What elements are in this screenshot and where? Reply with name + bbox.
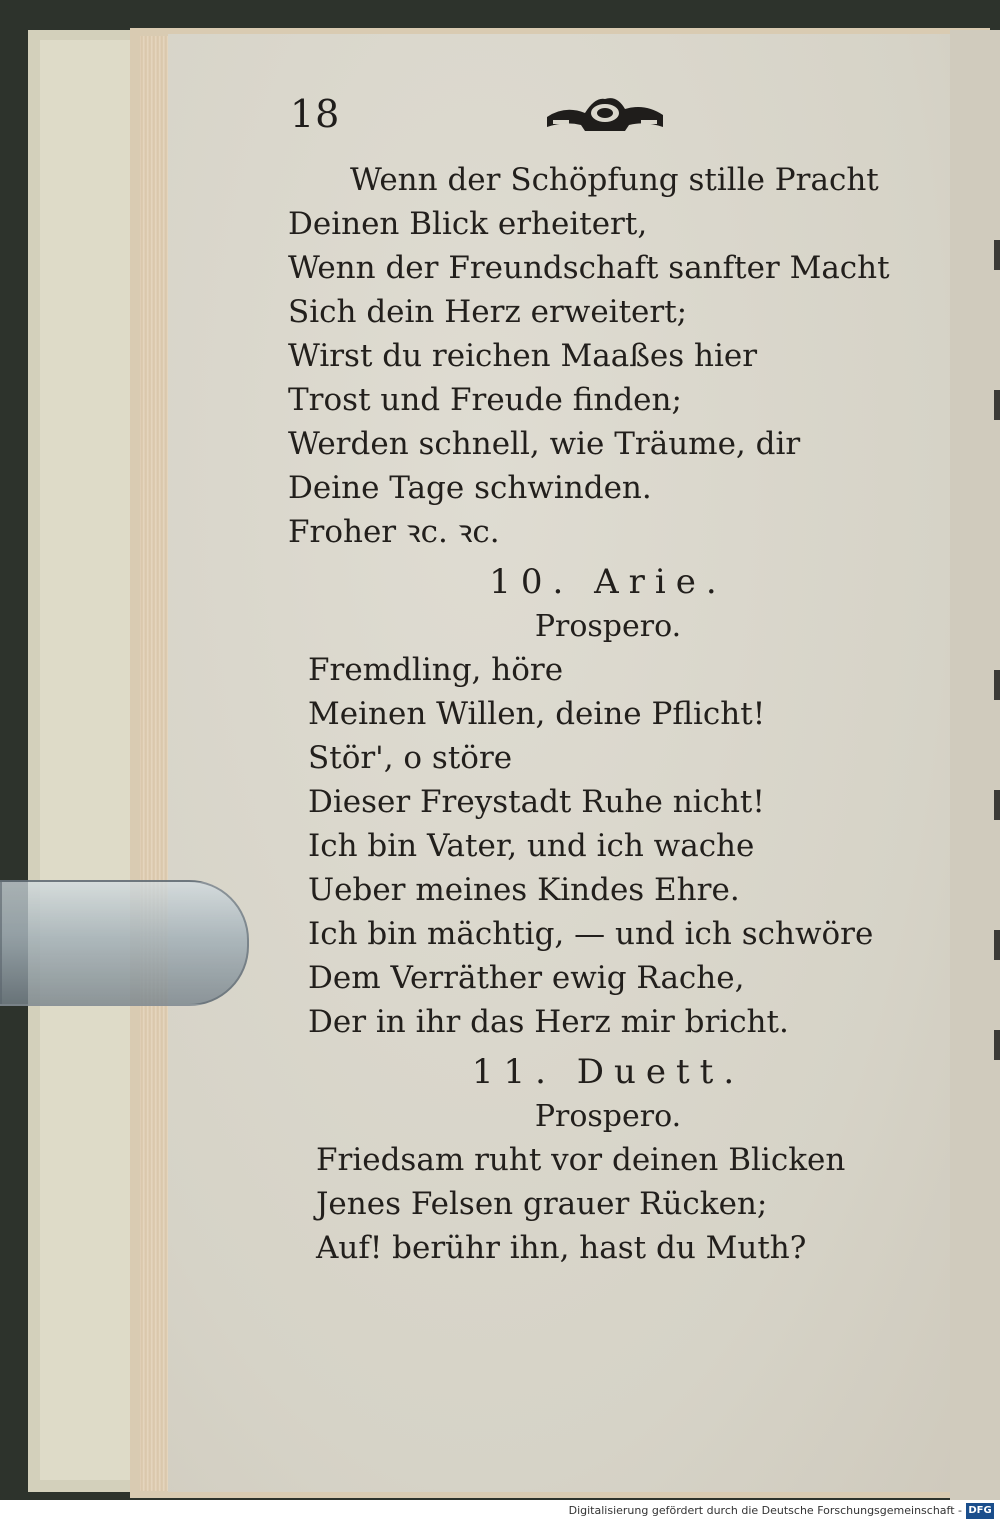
footer-bar xyxy=(0,1500,1000,1523)
page-number: 18 xyxy=(290,92,341,136)
verse-line: Deine Tage schwinden. xyxy=(288,470,652,506)
verse-line: Trost und Freude finden; xyxy=(288,382,682,418)
verse-line: Ich bin mächtig, — und ich schwöre xyxy=(308,916,874,952)
previous-song-ending xyxy=(288,158,928,554)
verse-line: Wirst du reichen Maaßes hier xyxy=(288,338,758,374)
verse-line: Werden schnell, wie Träume, dir xyxy=(288,426,801,462)
verse-line: Der in ihr das Herz mir bricht. xyxy=(308,1004,789,1040)
speaker-name: Prospero. xyxy=(534,609,682,644)
verse-line: Wenn der Schöpfung stille Pracht xyxy=(350,162,879,198)
verse-line: Dem Verräther ewig Rache, xyxy=(308,960,745,996)
verse-line: Ueber meines Kindes Ehre. xyxy=(308,872,740,908)
facing-page-strip xyxy=(950,30,1000,1500)
verse-line: Dieser Freystadt Ruhe nicht! xyxy=(308,784,765,820)
printer-ornament xyxy=(545,95,665,133)
text-block xyxy=(288,158,928,1270)
dfg-logo: DFG xyxy=(966,1503,994,1519)
verse-line: Wenn der Freundschaft sanfter Macht xyxy=(288,250,890,286)
verse-line: Meinen Willen, deine Pflicht! xyxy=(308,696,766,732)
verse-line: Fremdling, höre xyxy=(308,652,564,688)
verse-line: Froher ꝛc. ꝛc. xyxy=(288,514,500,550)
verse-line: Ich bin Vater, und ich wache xyxy=(308,828,755,864)
funding-credit: Digitalisierung gefördert durch die Deutsche Forschungsgemeinschaft - xyxy=(568,1504,962,1517)
verse-line: Sich dein Herz erweitert; xyxy=(288,294,688,330)
section-heading: 10. Arie. xyxy=(489,562,727,602)
book-cover-inner xyxy=(40,40,138,1480)
verse-line: Stör', o störe xyxy=(308,740,513,776)
speaker-name: Prospero. xyxy=(534,1099,682,1134)
page-holder-clip xyxy=(0,880,249,1006)
verse-line: Jenes Felsen grauer Rücken; xyxy=(316,1186,768,1222)
section-heading: 11. Duett. xyxy=(471,1052,745,1092)
duett-section xyxy=(288,1048,928,1270)
verse-line: Auf! berühr ihn, hast du Muth? xyxy=(316,1230,807,1266)
arie-section xyxy=(288,558,928,1044)
verse-line: Deinen Blick erheitert, xyxy=(288,206,648,242)
verse-line: Friedsam ruht vor deinen Blicken xyxy=(316,1142,846,1178)
